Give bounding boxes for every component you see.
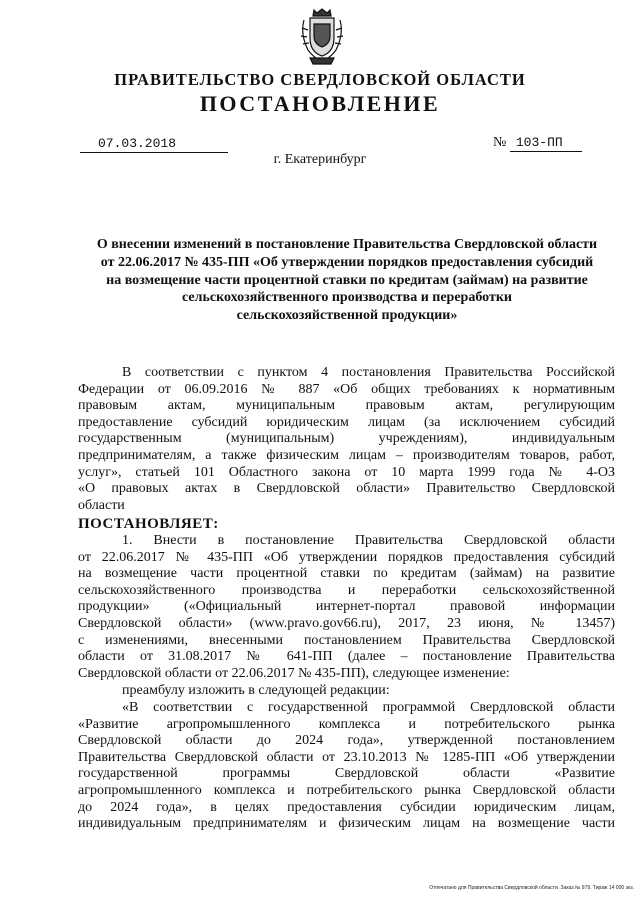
document-number-field	[493, 134, 611, 152]
government-name: ПРАВИТЕЛЬСТВО СВЕРДЛОВСКОЙ ОБЛАСТИ	[114, 70, 526, 89]
text-line: области	[78, 497, 125, 513]
title-line: О внесении изменений в постановление Правительства Свердловской области	[96, 237, 598, 252]
text-line: «Развитие агропромышленного комплекса и потребительского рынка	[78, 716, 615, 732]
number-sign: №	[493, 135, 507, 150]
quoted-preamble	[78, 700, 615, 833]
resolves-heading: ПОСТАНОВЛЯЕТ:	[78, 516, 219, 532]
text-line: Правительства Свердловской области от 23.10.2013 № 1285-ПП «Об утверждении	[78, 749, 615, 765]
city: г. Екатеринбург	[273, 152, 367, 167]
text-line: государственной программы Свердловской области «Развитие	[78, 766, 615, 782]
text-line: правовым актам, муниципальным правовым актам, регулирующим	[78, 398, 615, 414]
text-line: области от 31.08.2017 № 641-ПП (далее – постановление Правительства	[78, 649, 615, 665]
title-line: от 22.06.2017 № 435-ПП «Об утверждении порядков предоставления субсидий	[100, 254, 594, 270]
text-line: Свердловской области до 2024 года», утвержденной постановлением	[78, 733, 615, 749]
document-date: 07.03.2018	[80, 136, 228, 153]
title-line: сельскохозяйственного производства и переработки	[182, 290, 512, 306]
preamble-paragraph	[78, 365, 615, 514]
text-line: «В соответствии с государственной программой Свердловской области	[122, 700, 615, 715]
text-line: с изменениями, внесенными постановлением Правительства Свердловской	[78, 632, 615, 648]
text-line: до 2024 года», в целях предоставления субсидии юридическим лицам,	[78, 799, 615, 815]
title-line: на возмещение части процентной ставки по кредитам (займам) на развитие	[106, 272, 588, 288]
coat-of-arms-icon	[300, 6, 344, 66]
text-line: преамбулу изложить в следующей редакции:	[122, 683, 390, 698]
document-type: ПОСТАНОВЛЕНИЕ	[199, 91, 441, 116]
text-line: продукции» («Официальный интернет-портал правовой информации	[78, 599, 615, 615]
document-number: 103-ПП	[510, 134, 582, 152]
preamble-instruction	[78, 683, 615, 700]
text-line: предпринимателям, а также физическим лицам – производителям товаров, работ,	[78, 447, 615, 463]
text-line: сельскохозяйственного производства и переработки сельскохозяйственной	[78, 582, 615, 598]
text-line: государственным (муниципальным) учреждениям), индивидуальным	[78, 431, 615, 447]
text-line: «О правовых актах в Свердловской области» Правительство Свердловской	[78, 481, 615, 497]
text-line: 1. Внести в постановление Правительства Свердловской области	[122, 533, 615, 548]
text-line: Федерации от 06.09.2016 № 887 «Об общих требованиях к нормативным	[78, 381, 615, 397]
print-footer: Отпечатано для Правительства Свердловской области. Заказ № 979. Тираж 14 000 экз.	[429, 885, 634, 891]
text-line: предоставление субсидий юридическим лицам (за исключением субсидий	[78, 414, 615, 430]
text-line: от 22.06.2017 № 435-ПП «Об утверждении порядков предоставления субсидий	[78, 549, 615, 565]
text-line: индивидуальным предпринимателям и физическим лицам на возмещение части	[78, 816, 615, 832]
text-line: Свердловской области» (www.pravo.gov66.ru), 2017, 23 июня, № 13457)	[78, 615, 615, 631]
text-line: В соответствии с пунктом 4 постановления Правительства Российской	[122, 365, 615, 380]
text-line: Свердловской области от 22.06.2017 № 435-ПП), следующее изменение:	[78, 665, 510, 681]
document-title	[78, 236, 616, 325]
text-line: на возмещение части процентной ставки по кредитам (займам) на развитие	[78, 566, 615, 582]
text-line: услуг», статьей 101 Областного закона от 10 марта 1999 года № 4-ОЗ	[78, 464, 615, 480]
item-1-paragraph	[78, 533, 615, 682]
title-line: сельскохозяйственной продукции»	[236, 308, 458, 324]
text-line: агропромышленного комплекса и потребительского рынка Свердловской области	[78, 782, 615, 798]
